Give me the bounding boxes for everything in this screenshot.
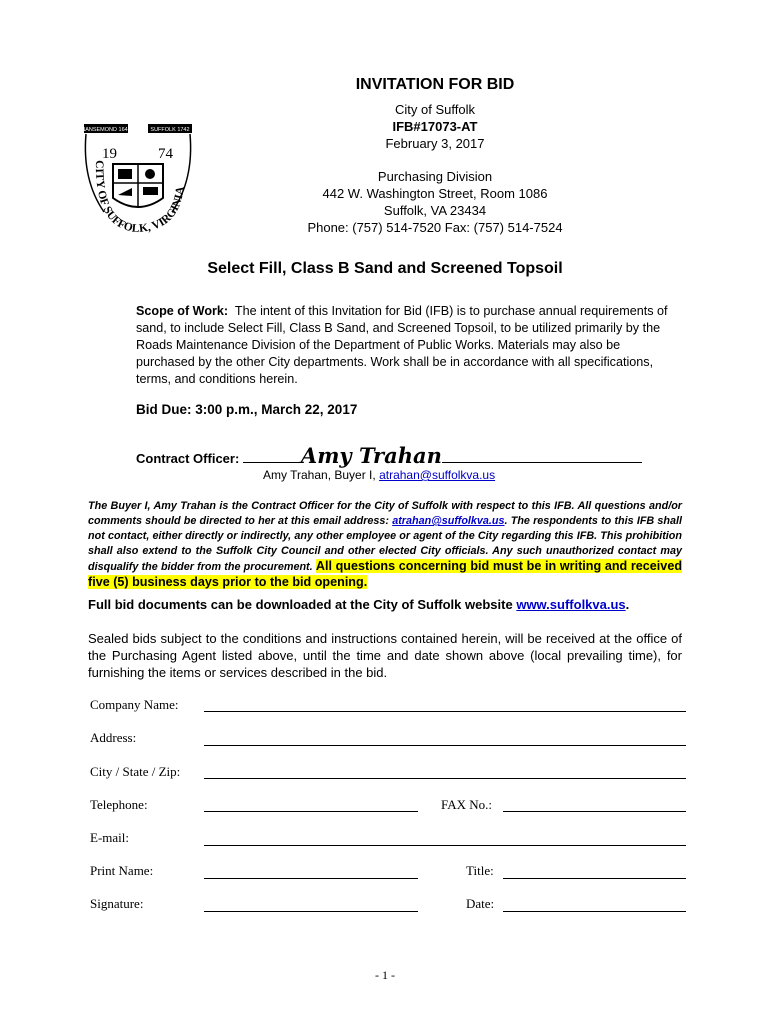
email-label: E-mail: (90, 830, 129, 845)
seal-top-left-text: NANSEMOND 1646 (81, 127, 131, 133)
fax-label: FAX No.: (441, 797, 493, 812)
notice-text-2: . The respondents to this IFB shall not contact, either directly or indirectly, any other employee or agent of the City regarding this IFB. This prohibition shall also extend to the Suffolk City Council and other elected City officials. Any such unauthorized contact may disqualify the bidder from the procurement. (88, 515, 682, 573)
date-label: Date: (466, 896, 495, 911)
city-state-zip: Suffolk, VA 23434 (383, 203, 487, 218)
page-number: - 1 - (375, 968, 395, 982)
title-label: Title: (466, 863, 494, 878)
city-state-zip-field[interactable] (204, 778, 686, 779)
ifb-number: IFB#17073-AT (392, 119, 478, 134)
division-name: Purchasing Division (377, 169, 493, 184)
title-field[interactable] (503, 878, 686, 879)
contract-officer-row (136, 443, 666, 468)
seal-ring-text: CITY OF SUFFOLK, VIRGINIA (92, 160, 187, 236)
email-field[interactable] (204, 845, 686, 846)
bid-subject: Select Fill, Class B Sand and Screened Topsoil (207, 260, 563, 277)
print-name-field[interactable] (204, 878, 418, 879)
phone-fax: Phone: (757) 514-7520 Fax: (757) 514-7524 (307, 220, 563, 235)
notice-text-1: The Buyer I, Amy Trahan is the Contract Officer for the City of Suffolk with respect to this IFB. All questions and/or comments should be directed to her at this email address: (88, 500, 682, 527)
contract-officer-signature: Amy Trahan (300, 443, 442, 468)
print-name-label: Print Name: (90, 863, 154, 878)
contract-officer-label: Contract Officer: (136, 451, 240, 466)
buyer-name: Amy Trahan, Buyer I, (263, 468, 376, 482)
company-name-label: Company Name: (90, 697, 179, 712)
sealed-bids-paragraph: Sealed bids subject to the conditions and instructions contained herein, will be received at the office of the Purchasing Agent listed above, until the time and date shown above (local prevailing time), for furnishing the items or services described in the bid. (88, 631, 682, 680)
website-link[interactable]: www.suffolkva.us (516, 597, 626, 612)
seal-year-left: 19 (102, 146, 117, 162)
download-text: Full bid documents can be downloaded at the City of Suffolk website (88, 597, 513, 612)
scope-text: The intent of this Invitation for Bid (IFB) is to purchase annual requirements of sand, to include Select Fill, Class B Sand, and Screened Topsoil, to be utilized primarily by the Roads Maintenance Division of the Department of Public Works. Materials may also be purchased by the other City departments. Work shall be in accordance with all specifications, terms, and conditions herein. (136, 304, 668, 386)
city-name: City of Suffolk (395, 102, 475, 117)
scope-label: Scope of Work: (136, 304, 229, 318)
address-label: Address: (90, 730, 137, 745)
telephone-label: Telephone: (90, 797, 148, 812)
header-block (180, 75, 690, 236)
company-name-field[interactable] (204, 711, 686, 712)
document-title: INVITATION FOR BID (355, 76, 515, 93)
city-state-zip-label: City / State / Zip: (90, 764, 181, 779)
download-period: . (625, 597, 630, 612)
street-address: 442 W. Washington Street, Room 1086 (322, 186, 548, 201)
fax-field[interactable] (503, 811, 686, 812)
seal-top-right-text: SUFFOLK 1742 (150, 127, 190, 133)
date-field[interactable] (503, 911, 686, 912)
download-notice (88, 597, 629, 612)
seal-year-right: 74 (158, 146, 173, 162)
scope-of-work (136, 303, 676, 388)
city-seal-logo (80, 120, 196, 242)
address-field[interactable] (204, 745, 686, 746)
notice-email-link[interactable]: atrahan@suffolkva.us (392, 515, 505, 527)
bid-due: Bid Due: 3:00 p.m., March 22, 2017 (136, 402, 358, 417)
telephone-field[interactable] (204, 811, 418, 812)
notice-highlight: All questions concerning bid must be in writing and received five (5) business days prior to the bid opening. (88, 559, 683, 589)
signature-label: Signature: (90, 896, 144, 911)
signature-field[interactable] (204, 911, 418, 912)
contact-notice (88, 499, 682, 591)
issue-date: February 3, 2017 (385, 136, 485, 151)
buyer-email-link[interactable]: atrahan@suffolkva.us (379, 468, 496, 482)
buyer-line (263, 468, 495, 482)
